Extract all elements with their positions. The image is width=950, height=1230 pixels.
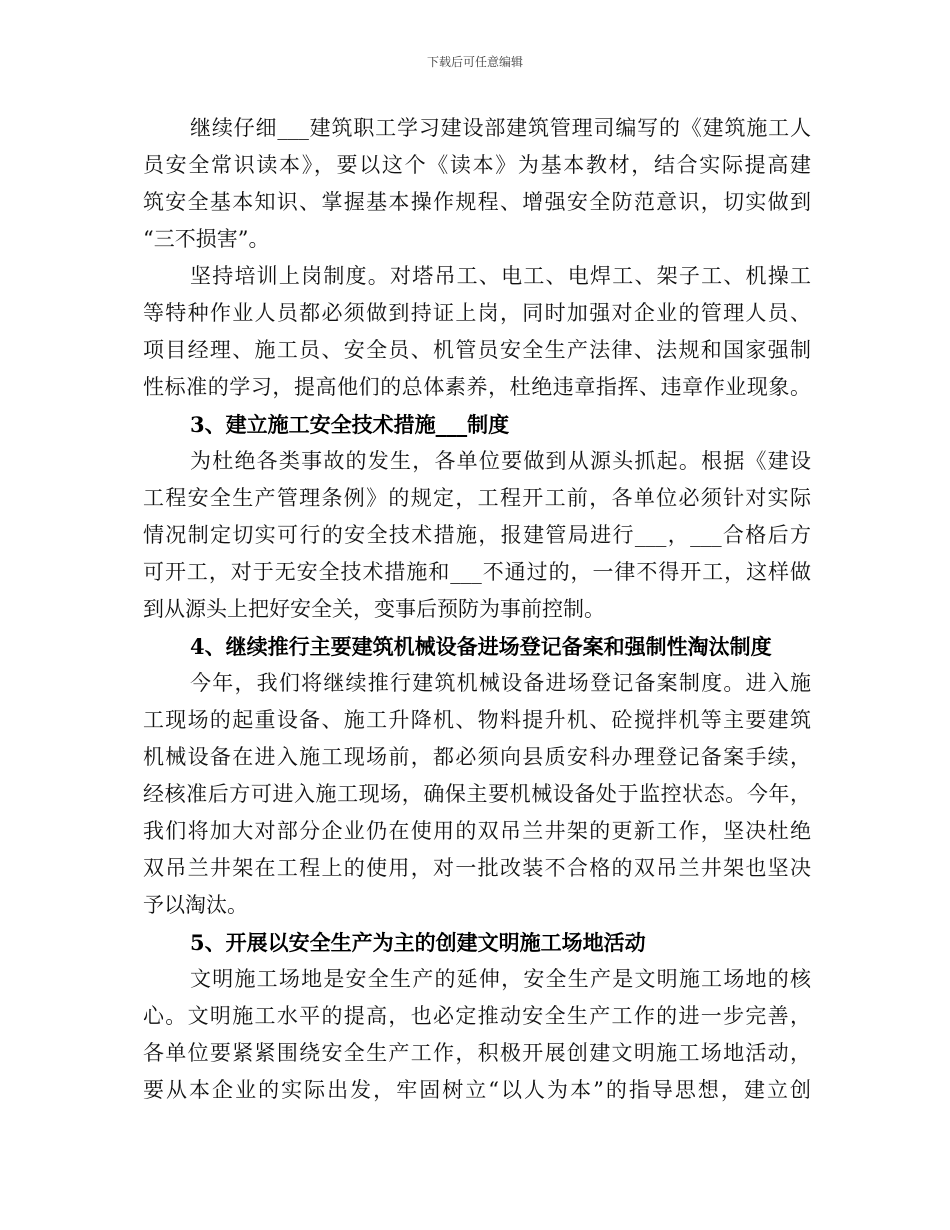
text-line: 性标准的学习，提高他们的总体素养，杜绝违章指挥、违章作业现象。: [143, 375, 811, 399]
text-line: 到从源头上把好安全关，变事后预防为事前控制。: [143, 597, 605, 621]
text-line: 情况制定切实可行的安全技术措施，报建管局进行___，___合格后方: [143, 523, 811, 547]
text-line: 双吊兰井架在工程上的使用，对一批改装不合格的双吊兰井架也坚决: [143, 856, 811, 880]
section-heading: 5、开展以安全生产为主的创建文明施工场地活动: [190, 930, 646, 955]
text-line: 为杜绝各类事故的发生，各单位要做到从源头抓起。根据《建设: [190, 449, 811, 473]
text-line: 继续仔细___建筑职工学习建设部建筑管理司编写的《建筑施工人: [190, 116, 811, 140]
paragraph-training-certification: [143, 258, 811, 406]
section-heading: 3、建立施工安全技术措施___制度: [190, 412, 510, 437]
text-line: 心。文明施工水平的提高，也必定推动安全生产工作的进一步完善，: [143, 1004, 811, 1028]
section-heading: 4、继续推行主要建筑机械设备进场登记备案和强制性淘汰制度: [190, 634, 772, 659]
text-line: 各单位要紧紧围绕安全生产工作，积极开展创建文明施工场地活动，: [143, 1041, 811, 1065]
text-line: 我们将加大对部分企业仍在使用的双吊兰井架的更新工作，坚决杜绝: [143, 819, 811, 843]
text-line: 今年，我们将继续推行建筑机械设备进场登记备案制度。进入施: [190, 671, 811, 695]
text-line: 予以淘汰。: [143, 893, 248, 917]
text-line: “三不损害”。: [143, 227, 270, 251]
text-line: 要从本企业的实际出发，牢固树立“以人为本”的指导思想，建立创: [143, 1078, 811, 1102]
document-body: [143, 110, 811, 1109]
text-line: 可开工，对于无安全技术措施和___不通过的，一律不得开工，这样做: [143, 560, 811, 584]
text-line: 坚持培训上岗制度。对塔吊工、电工、电焊工、架子工、机操工: [190, 264, 811, 288]
text-line: 等特种作业人员都必须做到持证上岗，同时加强对企业的管理人员、: [143, 301, 811, 325]
text-line: 机械设备在进入施工现场前，都必须向县质安科办理登记备案手续，: [143, 745, 811, 769]
section-5: [143, 924, 811, 1109]
text-line: 工程安全生产管理条例》的规定，工程开工前，各单位必须针对实际: [143, 486, 811, 510]
text-line: 文明施工场地是安全生产的延伸，安全生产是文明施工场地的核: [190, 967, 811, 991]
text-line: 筑安全基本知识、掌握基本操作规程、增强安全防范意识，切实做到: [143, 190, 811, 214]
paragraph-safety-reader: [143, 110, 811, 258]
text-line: 经核准后方可进入施工现场，确保主要机械设备处于监控状态。今年，: [143, 782, 811, 806]
text-line: 员安全常识读本》，要以这个《读本》为基本教材，结合实际提高建: [143, 153, 811, 177]
text-line: 工现场的起重设备、施工升降机、物料提升机、砼搅拌机等主要建筑: [143, 708, 811, 732]
text-line: 项目经理、施工员、安全员、机管员安全生产法律、法规和国家强制: [143, 338, 811, 362]
page-header-note: 下载后可任意编辑: [426, 55, 523, 69]
section-3: [143, 406, 811, 628]
section-4: [143, 628, 811, 924]
